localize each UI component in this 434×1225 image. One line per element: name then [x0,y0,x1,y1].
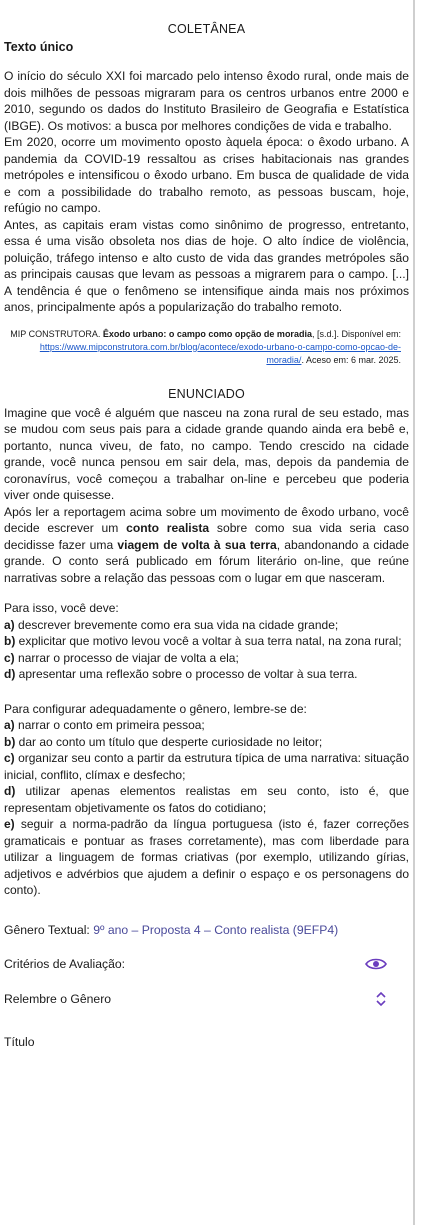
list-text: seguir a norma-padrão da língua portuguesa (isto é, fazer correções gramaticais e pontuar as frases corretamente), mas com liberdade para utilizar a linguagem de formas criativas (por exemplo, utilizando gírias, adjetivos e advérbios que ajudem a definir o espaço e os personagens do conto). [4,817,409,897]
criteria-label: Critérios de Avaliação: [4,956,126,971]
list-item [4,650,409,667]
list-marker: b) [4,634,16,648]
coletanea-heading: COLETÂNEA [167,22,246,36]
list-item [4,783,409,816]
enunciado-paragraph-1: Imagine que você é alguém que nasceu na zona rural de seu estado, mas se mudou com seus pais para a cidade grande quando ainda era bebê e, portanto, nunca viveu, de fato, no campo. Tendo crescido na cidade grande, você nunca pensou em sair dela, mas, depois da pandemia de coronavírus, você começou a trabalhar on-line e percebeu que poderia viver onde quisesse. [4,405,409,502]
list-item [4,717,409,734]
citation-date: , [s.d.]. Disponível em: [311,328,401,339]
list-marker: d) [4,784,16,798]
coletanea-text [4,68,409,316]
coletanea-paragraph: Em 2020, ocorre um movimento oposto àquela época: o êxodo urbano. A pandemia da COVID-19 ressaltou as crises habitacionais nas grandes metrópoles e intensificou o êxodo urbano. Em busca de qualidade de vida e com a possibilidade do trabalho remoto, as pessoas buscam, hoje, refúgio no campo. [4,135,409,215]
title-field-label: Título [4,1034,35,1049]
list-text: explicitar que motivo levou você a voltar à sua terra natal, na zona rural; [18,634,402,648]
genre-value: 9º ano – Proposta 4 – Conto realista (9EFP4) [93,922,339,937]
list-item [4,816,409,899]
genre-lead: Para configurar adequadamente o gênero, lembre-se de: [4,701,307,716]
texto-unico-subheading: Texto único [4,40,74,54]
list-text: narrar o conto em primeira pessoa; [18,718,205,732]
source-citation [4,328,409,367]
text-run: Após ler a reportagem acima sobre um movimento de êxodo urbano, você decide escrever um [4,504,409,535]
list-marker: e) [4,817,15,831]
bold-viagem-de-volta: viagem de volta à sua terra [117,537,277,552]
page-right-border [413,0,415,1225]
instructions-lead: Para isso, você deve: [4,601,119,615]
list-marker: a) [4,718,15,732]
list-item [4,617,409,634]
list-item [4,666,409,683]
coletanea-paragraph: O início do século XXI foi marcado pelo intenso êxodo rural, onde mais de dois milhões de pessoas migraram para os centros urbanos entre 2000 e 2010, segundo os dados do Instituto Brasileiro de Geografia e Estatística (IBGE). Os motivos: a busca por melhores condições de vida e trabalho. [4,69,409,133]
enunciado-paragraph-2 [4,504,409,587]
eye-icon[interactable] [365,957,387,971]
list-text: organizar seu conto a partir da estrutura típica de uma narrativa: situação inicial, conflito, clímax e desfecho; [4,751,409,782]
list-item [4,633,409,650]
list-item [4,734,409,751]
remember-genre-row[interactable] [4,991,409,1007]
list-text: dar ao conto um título que desperte curiosidade no leitor; [18,734,323,749]
text-run: sobre como sua vida seria caso decidisse fazer uma [4,521,409,552]
list-marker: b) [4,734,16,749]
list-text: apresentar uma reflexão sobre o processo de voltar à sua terra. [18,667,358,681]
bold-conto-realista: conto realista [126,521,210,535]
list-marker: a) [4,617,15,632]
chevron-collapse-icon[interactable] [375,991,387,1007]
list-item [4,750,409,783]
coletanea-paragraph: Antes, as capitais eram vistas como sinônimo de progresso, entretanto, essa é uma visão obsoleta nos dias de hoje. O alto índice de violência, poluição, tráfego intenso e alto custo de vida das grandes metrópoles são as principais causas que levam as pessoas a migrarem para o campo. [...] A tendência é que o fenômeno se intensifique ainda mais nos próximos anos, principalmente após a popularização do trabalho remoto. [4,217,409,314]
text-run: , abandonando a cidade grande. O conto será publicado em fórum literário on-line, que reúne narrativas sobre a relação das pessoas com o lugar em que nasceram. [4,537,409,585]
instructions-list [4,617,409,683]
criteria-row [4,957,409,971]
citation-title: Êxodo urbano: o campo como opção de moradia [102,328,312,339]
list-text: utilizar apenas elementos realistas em seu conto, isto é, que representam objetivamente os fatos do cotidiano; [4,784,409,815]
citation-author: MIP CONSTRUTORA. [10,328,103,339]
enunciado-heading: ENUNCIADO [168,386,245,401]
list-marker: c) [4,650,15,665]
list-text: narrar o processo de viajar de volta a ela; [18,650,239,665]
list-marker: c) [4,751,15,765]
genre-label: Gênero Textual: [4,922,90,937]
genre-info [4,923,409,937]
list-marker: d) [4,667,16,681]
list-text: descrever brevemente como era sua vida na cidade grande; [18,617,339,632]
citation-access-date: . Aceso em: 6 mar. 2025. [301,354,401,365]
citation-link-end[interactable]: moradia/ [266,354,302,365]
genre-list [4,717,409,899]
citation-link[interactable]: https://www.mipconstrutora.com.br/blog/acontece/exodo-urbano-o-campo-como-opcao-de- [39,341,401,352]
remember-genre-label[interactable]: Relembre o Gênero [4,991,112,1006]
